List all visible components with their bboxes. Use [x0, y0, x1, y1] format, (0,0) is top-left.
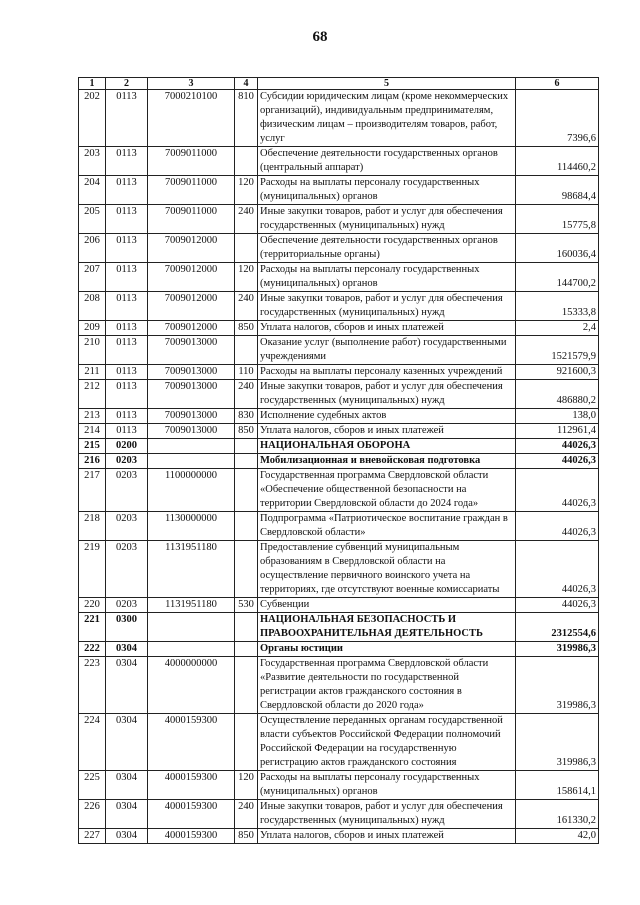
section-code-cell: 0300: [106, 613, 148, 642]
row-number-cell: 204: [79, 176, 106, 205]
table-row: [79, 147, 599, 176]
name-cell: Подпрограмма «Патриотическое воспитание граждан в Свердловской области»: [258, 512, 516, 541]
target-code-cell: 1131951180: [148, 598, 235, 613]
amount-cell: 144700,2: [516, 263, 599, 292]
amount-cell: 319986,3: [516, 657, 599, 714]
name-cell: Расходы на выплаты персоналу казенных учреждений: [258, 365, 516, 380]
row-number-cell: 224: [79, 714, 106, 771]
expense-type-cell: 830: [235, 409, 258, 424]
row-number-cell: 217: [79, 469, 106, 512]
row-number-cell: 212: [79, 380, 106, 409]
expense-type-cell: 240: [235, 380, 258, 409]
expense-type-cell: 810: [235, 90, 258, 147]
target-code-cell: 4000000000: [148, 657, 235, 714]
target-code-cell: 4000159300: [148, 714, 235, 771]
table-row: [79, 176, 599, 205]
table-row: [79, 642, 599, 657]
expense-type-cell: [235, 336, 258, 365]
amount-cell: 1521579,9: [516, 336, 599, 365]
target-code-cell: [148, 454, 235, 469]
table-row: [79, 771, 599, 800]
amount-cell: 44026,3: [516, 512, 599, 541]
name-cell: Органы юстиции: [258, 642, 516, 657]
name-cell: Осуществление переданных органам государственной власти субъектов Российской Федерации полномочий Российской Федерации на государственную регистрацию актов гражданского состояния: [258, 714, 516, 771]
row-number-cell: 218: [79, 512, 106, 541]
table-row: [79, 321, 599, 336]
target-code-cell: 7009012000: [148, 292, 235, 321]
table-row: [79, 439, 599, 454]
section-code-cell: 0113: [106, 205, 148, 234]
section-code-cell: 0113: [106, 234, 148, 263]
target-code-cell: 7009012000: [148, 234, 235, 263]
amount-cell: 921600,3: [516, 365, 599, 380]
row-number-cell: 213: [79, 409, 106, 424]
header-cell: 1: [79, 78, 106, 90]
row-number-cell: 223: [79, 657, 106, 714]
amount-cell: 160036,4: [516, 234, 599, 263]
row-number-cell: 208: [79, 292, 106, 321]
table-row: [79, 512, 599, 541]
name-cell: НАЦИОНАЛЬНАЯ БЕЗОПАСНОСТЬ И ПРАВООХРАНИТЕЛЬНАЯ ДЕЯТЕЛЬНОСТЬ: [258, 613, 516, 642]
table-row: [79, 613, 599, 642]
expense-type-cell: [235, 512, 258, 541]
row-number-cell: 214: [79, 424, 106, 439]
target-code-cell: 7009011000: [148, 147, 235, 176]
name-cell: Обеспечение деятельности государственных органов (центральный аппарат): [258, 147, 516, 176]
row-number-cell: 219: [79, 541, 106, 598]
section-code-cell: 0304: [106, 829, 148, 844]
row-number-cell: 205: [79, 205, 106, 234]
table-row: [79, 365, 599, 380]
section-code-cell: 0203: [106, 469, 148, 512]
amount-cell: 44026,3: [516, 439, 599, 454]
amount-cell: 44026,3: [516, 598, 599, 613]
amount-cell: 158614,1: [516, 771, 599, 800]
table-row: [79, 234, 599, 263]
amount-cell: 98684,4: [516, 176, 599, 205]
section-code-cell: 0203: [106, 598, 148, 613]
target-code-cell: 7009011000: [148, 205, 235, 234]
target-code-cell: 7009013000: [148, 365, 235, 380]
expense-type-cell: [235, 147, 258, 176]
expense-type-cell: [235, 714, 258, 771]
target-code-cell: 7009012000: [148, 321, 235, 336]
row-number-cell: 225: [79, 771, 106, 800]
expense-type-cell: [235, 469, 258, 512]
expense-type-cell: 850: [235, 829, 258, 844]
row-number-cell: 220: [79, 598, 106, 613]
section-code-cell: 0113: [106, 321, 148, 336]
amount-cell: 44026,3: [516, 541, 599, 598]
expense-type-cell: 530: [235, 598, 258, 613]
row-number-cell: 207: [79, 263, 106, 292]
table-row: [79, 469, 599, 512]
section-code-cell: 0200: [106, 439, 148, 454]
section-code-cell: 0203: [106, 512, 148, 541]
row-number-cell: 211: [79, 365, 106, 380]
table-row: [79, 90, 599, 147]
target-code-cell: [148, 439, 235, 454]
section-code-cell: 0113: [106, 147, 148, 176]
budget-table: [78, 77, 599, 844]
row-number-cell: 227: [79, 829, 106, 844]
amount-cell: 7396,6: [516, 90, 599, 147]
amount-cell: 114460,2: [516, 147, 599, 176]
section-code-cell: 0304: [106, 714, 148, 771]
expense-type-cell: [235, 541, 258, 598]
header-row: [79, 78, 599, 90]
table-row: [79, 336, 599, 365]
section-code-cell: 0113: [106, 409, 148, 424]
section-code-cell: 0113: [106, 380, 148, 409]
expense-type-cell: [235, 642, 258, 657]
name-cell: Уплата налогов, сборов и иных платежей: [258, 424, 516, 439]
target-code-cell: 4000159300: [148, 829, 235, 844]
table-row: [79, 205, 599, 234]
target-code-cell: [148, 613, 235, 642]
expense-type-cell: 850: [235, 424, 258, 439]
table-row: [79, 598, 599, 613]
name-cell: Уплата налогов, сборов и иных платежей: [258, 829, 516, 844]
row-number-cell: 202: [79, 90, 106, 147]
table-row: [79, 657, 599, 714]
page-number: 68: [312, 29, 328, 45]
target-code-cell: 7000210100: [148, 90, 235, 147]
table-body: [79, 90, 599, 844]
target-code-cell: 1131951180: [148, 541, 235, 598]
header-cell: 2: [106, 78, 148, 90]
target-code-cell: 7009013000: [148, 409, 235, 424]
name-cell: Субвенции: [258, 598, 516, 613]
section-code-cell: 0113: [106, 90, 148, 147]
expense-type-cell: 120: [235, 176, 258, 205]
target-code-cell: 7009013000: [148, 336, 235, 365]
target-code-cell: 7009012000: [148, 263, 235, 292]
section-code-cell: 0304: [106, 657, 148, 714]
expense-type-cell: 120: [235, 771, 258, 800]
table-row: [79, 714, 599, 771]
name-cell: Иные закупки товаров, работ и услуг для обеспечения государственных (муниципальных) нужд: [258, 380, 516, 409]
section-code-cell: 0113: [106, 424, 148, 439]
name-cell: Иные закупки товаров, работ и услуг для обеспечения государственных (муниципальных) нужд: [258, 292, 516, 321]
amount-cell: 319986,3: [516, 714, 599, 771]
amount-cell: 2312554,6: [516, 613, 599, 642]
name-cell: Государственная программа Свердловской области «Обеспечение общественной безопасности на территории Свердловской области до 2024 года»: [258, 469, 516, 512]
table-row: [79, 380, 599, 409]
name-cell: Расходы на выплаты персоналу государственных (муниципальных) органов: [258, 176, 516, 205]
target-code-cell: 1100000000: [148, 469, 235, 512]
name-cell: Исполнение судебных актов: [258, 409, 516, 424]
expense-type-cell: [235, 439, 258, 454]
expense-type-cell: 240: [235, 205, 258, 234]
target-code-cell: 7009013000: [148, 424, 235, 439]
target-code-cell: 1130000000: [148, 512, 235, 541]
name-cell: Обеспечение деятельности государственных органов (территориальные органы): [258, 234, 516, 263]
amount-cell: 161330,2: [516, 800, 599, 829]
amount-cell: 15333,8: [516, 292, 599, 321]
header-cell: 3: [148, 78, 235, 90]
name-cell: Уплата налогов, сборов и иных платежей: [258, 321, 516, 336]
row-number-cell: 206: [79, 234, 106, 263]
amount-cell: 15775,8: [516, 205, 599, 234]
header-cell: 6: [516, 78, 599, 90]
header-cell: 4: [235, 78, 258, 90]
expense-type-cell: 240: [235, 800, 258, 829]
table-row: [79, 454, 599, 469]
row-number-cell: 215: [79, 439, 106, 454]
row-number-cell: 210: [79, 336, 106, 365]
target-code-cell: 4000159300: [148, 771, 235, 800]
expense-type-cell: [235, 657, 258, 714]
section-code-cell: 0113: [106, 292, 148, 321]
table-row: [79, 292, 599, 321]
amount-cell: 42,0: [516, 829, 599, 844]
section-code-cell: 0304: [106, 771, 148, 800]
table-row: [79, 409, 599, 424]
section-code-cell: 0203: [106, 454, 148, 469]
expense-type-cell: [235, 454, 258, 469]
table-row: [79, 263, 599, 292]
expense-type-cell: 850: [235, 321, 258, 336]
name-cell: Субсидии юридическим лицам (кроме некоммерческих организаций), индивидуальным предпринимателям, физическим лицам – производителям товаров, работ, услуг: [258, 90, 516, 147]
expense-type-cell: 110: [235, 365, 258, 380]
table-row: [79, 829, 599, 844]
section-code-cell: 0113: [106, 263, 148, 292]
row-number-cell: 203: [79, 147, 106, 176]
name-cell: Расходы на выплаты персоналу государственных (муниципальных) органов: [258, 771, 516, 800]
target-code-cell: 4000159300: [148, 800, 235, 829]
target-code-cell: 7009011000: [148, 176, 235, 205]
name-cell: Государственная программа Свердловской области «Развитие деятельности по государственной регистрации актов гражданского состояния в Свердловской области до 2020 года»: [258, 657, 516, 714]
expense-type-cell: 240: [235, 292, 258, 321]
amount-cell: 138,0: [516, 409, 599, 424]
amount-cell: 486880,2: [516, 380, 599, 409]
name-cell: Предоставление субвенций муниципальным образованиям в Свердловской области на осуществление первичного воинского учета на территориях, где отсутствуют военные комиссариаты: [258, 541, 516, 598]
table-row: [79, 800, 599, 829]
header-cell: 5: [258, 78, 516, 90]
name-cell: Иные закупки товаров, работ и услуг для обеспечения государственных (муниципальных) нужд: [258, 205, 516, 234]
expense-type-cell: [235, 613, 258, 642]
amount-cell: 319986,3: [516, 642, 599, 657]
amount-cell: 44026,3: [516, 469, 599, 512]
name-cell: НАЦИОНАЛЬНАЯ ОБОРОНА: [258, 439, 516, 454]
name-cell: Расходы на выплаты персоналу государственных (муниципальных) органов: [258, 263, 516, 292]
name-cell: Оказание услуг (выполнение работ) государственными учреждениями: [258, 336, 516, 365]
name-cell: Иные закупки товаров, работ и услуг для обеспечения государственных (муниципальных) нужд: [258, 800, 516, 829]
table-row: [79, 541, 599, 598]
amount-cell: 2,4: [516, 321, 599, 336]
expense-type-cell: [235, 234, 258, 263]
expense-type-cell: 120: [235, 263, 258, 292]
target-code-cell: 7009013000: [148, 380, 235, 409]
section-code-cell: 0304: [106, 800, 148, 829]
section-code-cell: 0113: [106, 336, 148, 365]
name-cell: Мобилизационная и вневойсковая подготовка: [258, 454, 516, 469]
row-number-cell: 226: [79, 800, 106, 829]
section-code-cell: 0203: [106, 541, 148, 598]
amount-cell: 112961,4: [516, 424, 599, 439]
amount-cell: 44026,3: [516, 454, 599, 469]
row-number-cell: 221: [79, 613, 106, 642]
section-code-cell: 0304: [106, 642, 148, 657]
target-code-cell: [148, 642, 235, 657]
row-number-cell: 222: [79, 642, 106, 657]
row-number-cell: 209: [79, 321, 106, 336]
section-code-cell: 0113: [106, 176, 148, 205]
row-number-cell: 216: [79, 454, 106, 469]
section-code-cell: 0113: [106, 365, 148, 380]
table-row: [79, 424, 599, 439]
